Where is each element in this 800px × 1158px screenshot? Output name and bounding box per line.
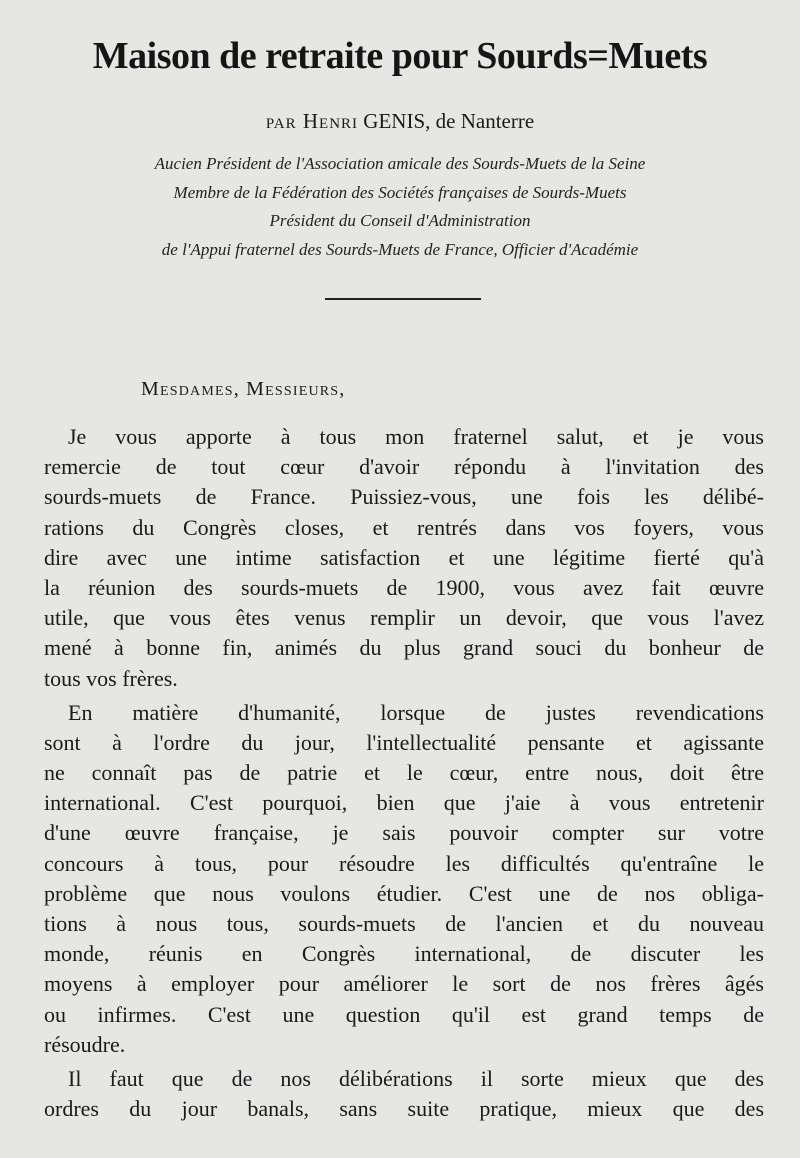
text-line: international. C'est pourquoi, bien que j'aie à vous entretenir: [44, 790, 764, 816]
text-line: dire avec une intime satisfaction et une légitime fierté qu'à: [44, 544, 764, 570]
text-line: Je vous apporte à tous mon fraternel salut, et je vous: [68, 424, 764, 449]
credit-line: Aucien Président de l'Association amicale des Sourds-Muets de la Seine: [154, 154, 646, 173]
paragraph: [44, 698, 764, 1060]
author-location: de Nanterre: [435, 109, 535, 133]
credit-line: de l'Appui fraternel des Sourds-Muets de France, Officier d'Académie: [161, 239, 639, 259]
text-line: rations du Congrès closes, et rentrés dans vos foyers, vous: [44, 514, 764, 540]
text-line: d'une œuvre française, je sais pouvoir compter sur votre: [44, 820, 764, 846]
section-divider: [325, 298, 481, 300]
author-credits: [40, 150, 760, 264]
text-line: moyens à employer pour améliorer le sort de nos frères âgés: [44, 971, 764, 997]
text-line: sourds-muets de France. Puissiez-vous, une fois les délibé-: [44, 484, 764, 510]
text-line: ordres du jour banals, sans suite pratique, mieux que des: [44, 1096, 764, 1122]
text-line: En matière d'humanité, lorsque de justes revendications: [68, 699, 764, 725]
paragraph: [44, 422, 764, 694]
text-line: mené à bonne fin, animés du plus grand souci du bonheur de: [44, 635, 764, 661]
byline-prefix: par Henri: [265, 109, 359, 133]
text-line: concours à tous, pour résoudre les difficultés qu'entraîne le: [44, 850, 764, 876]
page-title: Maison de retraite pour Sourds=Muets: [92, 35, 708, 77]
text-line: la réunion des sourds-muets de 1900, vous avez fait œuvre: [44, 574, 764, 600]
body-text: [44, 422, 764, 1128]
text-line: tous vos frères.: [44, 665, 178, 691]
salutation: Mesdames, Messieurs,: [141, 378, 346, 400]
text-line: remercie de tout cœur d'avoir répondu à l'invitation des: [44, 454, 764, 480]
text-line: problème que nous voulons étudier. C'est une de nos obliga-: [44, 880, 764, 906]
credit-line: Président du Conseil d'Administration: [269, 211, 531, 230]
text-line: tions à nous tous, sourds-muets de l'ancien et du nouveau: [44, 911, 764, 936]
paragraph: [44, 1064, 764, 1124]
credit-line: Membre de la Fédération des Sociétés françaises de Sourds-Muets: [173, 182, 627, 202]
author-byline: [0, 109, 800, 134]
text-line: ne connaît pas de patrie et le cœur, entre nous, doit être: [44, 760, 764, 786]
text-line: monde, réunis en Congrès international, de discuter les: [44, 941, 764, 967]
text-line: utile, que vous êtes venus remplir un devoir, que vous l'avez: [44, 605, 764, 631]
text-line: résoudre.: [44, 1031, 126, 1057]
text-line: Il faut que de nos délibérations il sorte mieux que des: [68, 1065, 764, 1091]
author-name: GENIS,: [363, 109, 431, 133]
text-line: sont à l'ordre du jour, l'intellectualité pensante et agissante: [44, 729, 764, 755]
text-line: ou infirmes. C'est une question qu'il est grand temps de: [44, 1001, 764, 1027]
